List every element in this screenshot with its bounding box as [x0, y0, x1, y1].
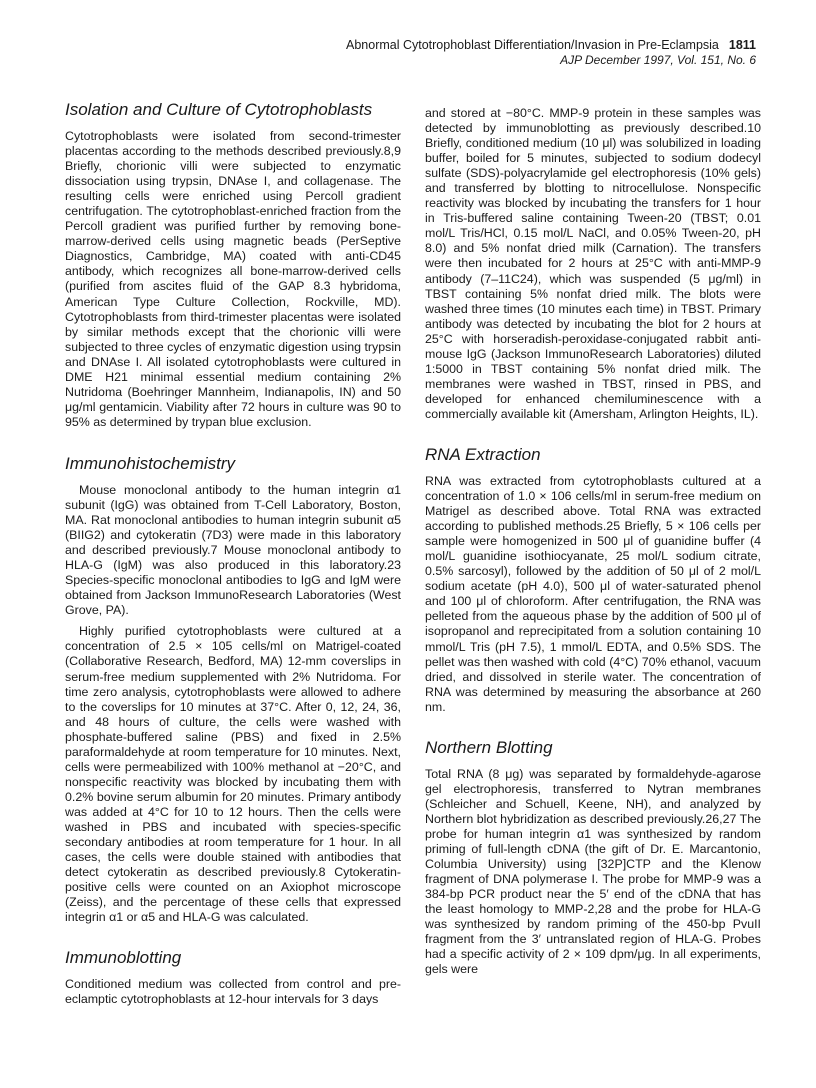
section-heading-isolation: Isolation and Culture of Cytotrophoblasts	[65, 100, 373, 119]
running-title: Abnormal Cytotrophoblast Differentiation/Invasion in Pre-Eclampsia	[346, 38, 719, 52]
page-number: 1811	[728, 38, 756, 52]
section-heading-immunohistochemistry: Immunohistochemistry	[65, 453, 236, 473]
paragraph-immunoblotting-1: Conditioned medium was collected from control and pre-eclamptic cytotrophoblasts at 12-hour intervals for 3 days	[65, 977, 401, 1007]
running-header	[346, 38, 756, 68]
section-heading-immunoblotting: Immunoblotting	[65, 948, 182, 968]
paragraph-immuno-2: Highly purified cytotrophoblasts were cultured at a concentration of 2.5 × 105 cells/ml on Matrigel-coated (Collaborative Research, Bedford, MA) 12-mm coverslips in serum-free medium supplemented with 2% Nutridoma. For time zero analysis, cytotrophoblasts were allowed to adhere to the coverslips for 10 minutes at 37°C. After 0, 12, 24, 36, and 48 hours of culture, the cells were washed with phosphate-buffered saline (PBS) and fixed in 2.5% paraformaldehyde at room temperature for 10 minutes. Next, cells were permeabilized with 100% methanol at −20°C, and nonspecific reactivity was blocked by incubating them with 0.2% bovine serum albumin for 20 minutes. Primary antibody was added at 4°C for 10 to 12 hours. Then the cells were washed in PBS and incubated with species-specific secondary antibodies at room temperature for 1 hour. In all cases, the cells were double stained with antibodies that detect cytokeratin as described previously.8 Cytokeratin-positive cells were counted on an Axiophot microscope (Zeiss), and the percentage of these cells that expressed integrin α1 or α5 and HLA-G was calculated.	[65, 624, 401, 925]
paragraph-immunoblotting-1-continued: and stored at −80°C. MMP-9 protein in these samples was detected by immunoblotting as previously described.10 Briefly, conditioned medium (10 μl) was solubilized in loading buffer, boiled for 5 minutes, subjected to sodium dodecyl sulfate (SDS)-polyacrylamide gel electrophoresis (10% gels) and transferred by blotting to nitrocellulose. Nonspecific reactivity was blocked by incubating the transfers for 1 hour in Tris-buffered saline containing Tween-20 (TBST; 0.01 mol/L Tris/HCl, 0.15 mol/L NaCl, and 0.05% Tween-20, pH 8.0) and 5% nonfat dried milk (Carnation). The transfers were then incubated for 2 hours at 25°C with anti-MMP-9 antibody (7–11C24), which was suspended (5 μg/ml) in TBST containing 5% nonfat dried milk. The blots were washed three times (10 minutes each time) in TBST. Primary antibody was detected by incubating the blot for 2 hours at 25°C with horseradish-peroxidase-conjugated rabbit anti-mouse IgG (Jackson ImmunoResearch Laboratories) diluted 1:5000 in TBST containing 5% nonfat dried milk. The membranes were washed in TBST, rinsed in PBS, and developed for enhanced chemiluminescence with a commercially available kit (Amersham, Arlington Heights, IL).	[425, 106, 761, 421]
paragraph-immuno-1: Mouse monoclonal antibody to the human integrin α1 subunit (IgG) was obtained from T-Cell Laboratory, Boston, MA. Rat monoclonal antibodies to human integrin subunit α5 (BIIG2) and cytokeratin (7D3) were made in this laboratory and described previously.7 Mouse monoclonal antibody to HLA-G (IgM) was also produced in this laboratory.23 Species-specific monoclonal antibodies to IgG and IgM were obtained from Jackson ImmunoResearch Laboratories (West Grove, PA).	[65, 482, 401, 618]
running-title-line	[346, 38, 756, 53]
journal-citation: AJP December 1997, Vol. 151, No. 6	[560, 53, 756, 67]
left-column	[65, 100, 401, 1007]
paragraph-rna-extraction-1: RNA was extracted from cytotrophoblasts cultured at a concentration of 1.0 × 106 cells/ml in serum-free medium on Matrigel as described above. Total RNA was extracted according to published methods.25 Briefly, 5 × 106 cells per sample were homogenized in 500 μl of guanidine buffer (4 mol/L guanidine isothiocyanate, 25 mol/L sodium citrate, 0.5% sarcosyl), followed by the addition of 50 μl of 2 mol/L sodium acetate (pH 4.0), 500 μl of water-saturated phenol and 100 μl of chloroform. After centrifugation, the RNA was pelleted from the aqueous phase by the addition of 500 μl of isopropanol and reprecipitated from a solution containing 10 mmol/L Tris (pH 7.5), 1 mmol/L EDTA, and 0.5% SDS. The pellet was then washed with cold (4°C) 70% ethanol, vacuum dried, and dissolved in sterile water. The concentration of RNA was determined by measuring the absorbance at 260 nm.	[425, 473, 761, 714]
section-heading-rna-extraction: RNA Extraction	[425, 444, 541, 464]
right-column	[425, 106, 761, 977]
paragraph-northern-blotting-1: Total RNA (8 μg) was separated by formaldehyde-agarose gel electrophoresis, transferred to Nytran membranes (Schleicher and Schuell, Keene, NH), and analyzed by Northern blot hybridization as described previously.26,27 The probe for human integrin α1 was synthesized by random priming of full-length cDNA (the gift of Dr. E. Marcantonio, Columbia University) using [32P]CTP and the Klenow fragment of DNA polymerase I. The probe for MMP-9 was a 384-bp PCR product near the 5′ end of the cDNA that has the least homology to MMP-2,28 and the probe for HLA-G was synthesized by random priming of the 450-bp PvuII fragment from the 3′ untranslated region of HLA-G. Probes had a specific activity of 2 × 109 dpm/μg. In all experiments, gels were	[425, 766, 761, 977]
section-heading-northern-blotting: Northern Blotting	[425, 737, 553, 757]
paragraph-isolation-1: Cytotrophoblasts were isolated from second-trimester placentas according to the methods described previously.8,9 Briefly, chorionic villi were subjected to enzymatic dissociation using trypsin, DNAse I, and collagenase. The resulting cells were enriched using Percoll gradient centrifugation. The cytotrophoblast-enriched fraction from the Percoll gradient was purified further by removing bone-marrow-derived cells using magnetic beads (PerSeptive Diagnostics, Cambridge, MA) coated with anti-CD45 antibody, which recognizes all bone-marrow-derived cells (purified from ascites fluid of the GAP 8.3 hybridoma, American Type Culture Collection, Rockville, MD). Cytotrophoblasts from third-trimester placentas were isolated by similar methods except that the chorionic villi were subjected to three cycles of enzymatic digestion using trypsin and DNAse I. All isolated cytotrophoblasts were cultured in DME H21 minimal essential medium containing 2% Nutridoma (Boehringer Mannheim, Indianapolis, IN) and 50 μg/ml gentamicin. Viability after 72 hours in culture was 90 to 95% as determined by trypan blue exclusion.	[65, 129, 401, 429]
